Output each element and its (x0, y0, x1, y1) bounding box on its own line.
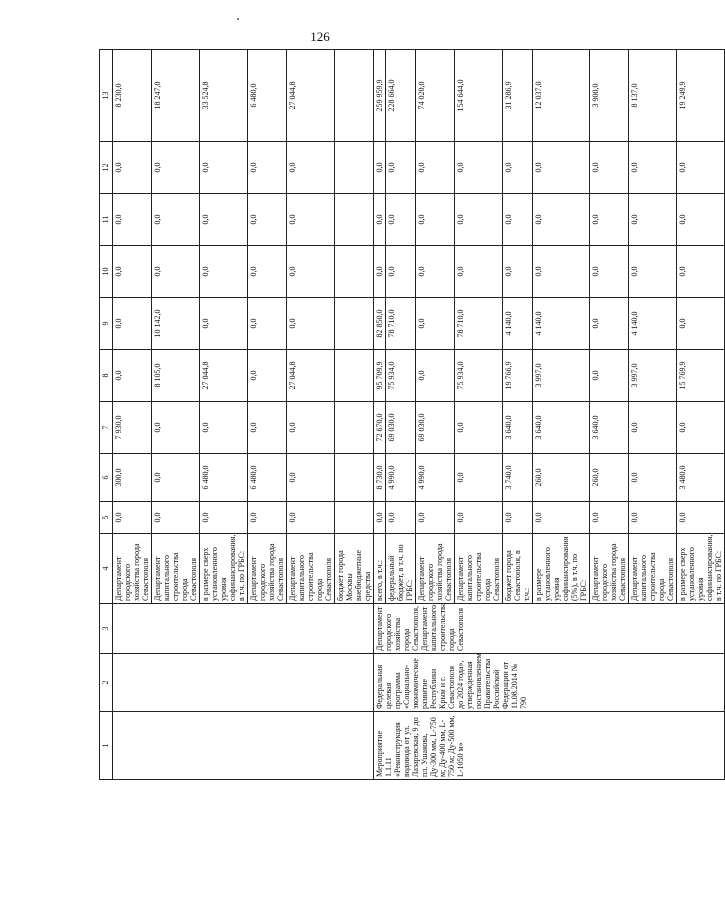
amount-cell-c7: 0,0 (677, 402, 725, 454)
funding-source-label: Департамент городского хозяйства города Севастополя (416, 534, 455, 604)
amount-cell-c13: 12 037,0 (533, 50, 590, 142)
amount-cell-c5: 0,0 (200, 502, 248, 534)
amount-cell-c6: 0,0 (455, 454, 503, 502)
amount-cell-c13: 228 664,0 (386, 50, 416, 142)
amount-cell-c10: 0,0 (629, 246, 677, 298)
amount-cell-c12: 0,0 (677, 142, 725, 194)
amount-cell-c6: 3 740,0 (503, 454, 533, 502)
amount-cell-c11: 0,0 (590, 194, 629, 246)
amount-cell-c11: 0,0 (200, 194, 248, 246)
amount-cell-c13: 3 900,0 (590, 50, 629, 142)
amount-cell-c13: 8 137,0 (629, 50, 677, 142)
amount-cell-c8: 27 044,8 (287, 350, 335, 402)
amount-cell-c11: 0,0 (386, 194, 416, 246)
amount-cell-c10: 0,0 (248, 246, 287, 298)
column-header-8: 8 (100, 350, 113, 402)
amount-cell-c8: 27 044,8 (200, 350, 248, 402)
amount-cell-c11: 0,0 (416, 194, 455, 246)
speck-mark (237, 18, 239, 20)
amount-cell-c5: 0,0 (677, 502, 725, 534)
amount-cell-c6: 0,0 (287, 454, 335, 502)
amount-cell-c12 (335, 142, 374, 194)
funding-source-label: федеральный бюджет, в т.ч. по ГРБС: (386, 534, 416, 604)
amount-cell-c13 (335, 50, 374, 142)
amount-cell-c11 (335, 194, 374, 246)
amount-cell-c9: 0,0 (200, 298, 248, 350)
column-header-13: 13 (100, 50, 113, 142)
table-body (113, 50, 725, 780)
budget-table (99, 49, 725, 780)
amount-cell-c6: 3 480,0 (677, 454, 725, 502)
amount-cell-c5: 0,0 (113, 502, 152, 534)
amount-cell-c7 (335, 402, 374, 454)
amount-cell-c9: 78 710,0 (455, 298, 503, 350)
amount-cell-c7: 0,0 (248, 402, 287, 454)
amount-cell-c5: 0,0 (455, 502, 503, 534)
amount-cell-c7: 0,0 (152, 402, 200, 454)
amount-cell-c5: 0,0 (503, 502, 533, 534)
amount-cell-c10: 0,0 (503, 246, 533, 298)
column-header-3: 3 (100, 604, 113, 654)
continuation-blank-cell (113, 604, 374, 654)
amount-cell-c9 (335, 298, 374, 350)
funding-source-label: Департамент капитального строительства города Севастополя (629, 534, 677, 604)
amount-cell-c9: 0,0 (677, 298, 725, 350)
amount-cell-c8: 3 997,0 (629, 350, 677, 402)
amount-cell-c11: 0,0 (113, 194, 152, 246)
rotated-table-frame (99, 50, 723, 780)
amount-cell-c7: 72 670,0 (374, 402, 386, 454)
amount-cell-c11: 0,0 (533, 194, 590, 246)
funding-source-label: Департамент капитального строительства города Севастополя (287, 534, 335, 604)
funding-source-label: бюджет города Москвы внебюджетные средства (335, 534, 374, 604)
funding-source-label: Департамент городского хозяйства города Севастополя (113, 534, 152, 604)
column-header-1: 1 (100, 712, 113, 780)
amount-cell-c10 (335, 246, 374, 298)
column-header-11: 11 (100, 194, 113, 246)
amount-cell-c9: 0,0 (287, 298, 335, 350)
column-header-6: 6 (100, 454, 113, 502)
amount-cell-c7: 69 030,0 (386, 402, 416, 454)
amount-cell-c6: 4 990,0 (416, 454, 455, 502)
amount-cell-c5: 0,0 (416, 502, 455, 534)
column-header-12: 12 (100, 142, 113, 194)
amount-cell-c13: 33 524,8 (200, 50, 248, 142)
amount-cell-c7: 0,0 (629, 402, 677, 454)
amount-cell-c11: 0,0 (152, 194, 200, 246)
amount-cell-c13: 19 249,9 (677, 50, 725, 142)
amount-cell-c6: 6 480,0 (248, 454, 287, 502)
amount-cell-c8: 75 934,0 (455, 350, 503, 402)
amount-cell-c9: 4 140,0 (629, 298, 677, 350)
table-row (113, 50, 152, 780)
amount-cell-c8: 0,0 (416, 350, 455, 402)
funding-source-label: в размере установленного уровня софинансирования (5%), в т.ч. по ГРБС: (533, 534, 590, 604)
amount-cell-c8: 95 709,9 (374, 350, 386, 402)
amount-cell-c5: 0,0 (533, 502, 590, 534)
amount-cell-c6: 260,0 (590, 454, 629, 502)
amount-cell-c11: 0,0 (503, 194, 533, 246)
amount-cell-c6: 0,0 (629, 454, 677, 502)
amount-cell-c5: 0,0 (386, 502, 416, 534)
measure-executor: Департамент городского хозяйства города Севастополя, Департамент капитального строительства города Севастополя (374, 604, 725, 654)
column-header-2: 2 (100, 654, 113, 712)
column-header-10: 10 (100, 246, 113, 298)
amount-cell-c12: 0,0 (152, 142, 200, 194)
funding-source-label: в размере сверх установленного уровня софинансирования, в т.ч. по ГРБС: (677, 534, 725, 604)
amount-cell-c13: 6 480,0 (248, 50, 287, 142)
amount-cell-c11: 0,0 (677, 194, 725, 246)
continuation-blank-cell (113, 712, 374, 780)
amount-cell-c13: 27 044,8 (287, 50, 335, 142)
amount-cell-c10: 0,0 (416, 246, 455, 298)
amount-cell-c5: 0,0 (248, 502, 287, 534)
amount-cell-c13: 154 644,0 (455, 50, 503, 142)
amount-cell-c11: 0,0 (374, 194, 386, 246)
funding-source-label: Департамент капитального строительства города Севастополя (152, 534, 200, 604)
measure-name: Мероприятие 1.1.11 «Реконструкция водовода от ул. Лазаревская, 9 до пл. Ушакова, Ду-300 мм, L-750 м; Ду-400 мм, L-750 м; Ду-500 мм, L-1050 м» (374, 712, 725, 780)
amount-cell-c7: 0,0 (287, 402, 335, 454)
amount-cell-c6: 260,0 (533, 454, 590, 502)
amount-cell-c11: 0,0 (287, 194, 335, 246)
amount-cell-c8: 8 105,0 (152, 350, 200, 402)
amount-cell-c12: 0,0 (248, 142, 287, 194)
amount-cell-c10: 0,0 (455, 246, 503, 298)
amount-cell-c8: 0,0 (113, 350, 152, 402)
amount-cell-c9: 4 140,0 (533, 298, 590, 350)
column-header-9: 9 (100, 298, 113, 350)
column-header-row (100, 50, 113, 780)
amount-cell-c7: 3 640,0 (590, 402, 629, 454)
amount-cell-c13: 259 959,9 (374, 50, 386, 142)
amount-cell-c12: 0,0 (386, 142, 416, 194)
measure-basis: Федеральная целевая программа «Социально-экономическое развитие Республики Крым и г. Севастополя до 2024 года», утвержденная постановлением Правительства Российской Федерации от 11.08.2014 № 790 (374, 654, 725, 712)
amount-cell-c6: 300,0 (113, 454, 152, 502)
amount-cell-c6: 4 990,0 (386, 454, 416, 502)
amount-cell-c5: 0,0 (152, 502, 200, 534)
amount-cell-c13: 31 286,9 (503, 50, 533, 142)
amount-cell-c9: 0,0 (416, 298, 455, 350)
amount-cell-c7: 0,0 (200, 402, 248, 454)
amount-cell-c12: 0,0 (113, 142, 152, 194)
amount-cell-c10: 0,0 (200, 246, 248, 298)
amount-cell-c12: 0,0 (416, 142, 455, 194)
amount-cell-c9: 0,0 (248, 298, 287, 350)
continuation-blank-cell (113, 654, 374, 712)
amount-cell-c11: 0,0 (455, 194, 503, 246)
amount-cell-c8: 0,0 (590, 350, 629, 402)
amount-cell-c7: 7 930,0 (113, 402, 152, 454)
amount-cell-c8: 15 769,9 (677, 350, 725, 402)
amount-cell-c6 (335, 454, 374, 502)
amount-cell-c11: 0,0 (629, 194, 677, 246)
amount-cell-c10: 0,0 (677, 246, 725, 298)
amount-cell-c5: 0,0 (287, 502, 335, 534)
amount-cell-c12: 0,0 (200, 142, 248, 194)
table-row (374, 50, 386, 780)
amount-cell-c13: 8 230,0 (113, 50, 152, 142)
amount-cell-c13: 74 020,0 (416, 50, 455, 142)
amount-cell-c7: 69 030,0 (416, 402, 455, 454)
amount-cell-c9: 4 140,0 (503, 298, 533, 350)
amount-cell-c9: 82 850,0 (374, 298, 386, 350)
amount-cell-c7: 0,0 (455, 402, 503, 454)
amount-cell-c10: 0,0 (590, 246, 629, 298)
funding-source-label: бюджет города Севастополя, в т.ч.: (503, 534, 533, 604)
amount-cell-c6: 0,0 (152, 454, 200, 502)
amount-cell-c6: 8 730,0 (374, 454, 386, 502)
amount-cell-c12: 0,0 (374, 142, 386, 194)
funding-source-label: Департамент городского хозяйства города Севастополя (590, 534, 629, 604)
amount-cell-c8: 75 934,0 (386, 350, 416, 402)
amount-cell-c10: 0,0 (152, 246, 200, 298)
amount-cell-c10: 0,0 (533, 246, 590, 298)
amount-cell-c10: 0,0 (113, 246, 152, 298)
funding-source-label: Департамент городского хозяйства города Севастополя (248, 534, 287, 604)
amount-cell-c9: 0,0 (113, 298, 152, 350)
funding-source-label: в размере сверх установленного уровня софинансирования, в т.ч. по ГРБС: (200, 534, 248, 604)
amount-cell-c8: 0,0 (248, 350, 287, 402)
amount-cell-c13: 18 247,0 (152, 50, 200, 142)
amount-cell-c7: 3 640,0 (533, 402, 590, 454)
amount-cell-c6: 6 480,0 (200, 454, 248, 502)
column-header-7: 7 (100, 402, 113, 454)
amount-cell-c5: 0,0 (590, 502, 629, 534)
amount-cell-c10: 0,0 (287, 246, 335, 298)
amount-cell-c12: 0,0 (503, 142, 533, 194)
funding-source-label: Департамент капитального строительства города Севастополя (455, 534, 503, 604)
amount-cell-c12: 0,0 (287, 142, 335, 194)
amount-cell-c8 (335, 350, 374, 402)
amount-cell-c8: 3 997,0 (533, 350, 590, 402)
amount-cell-c5: 0,0 (629, 502, 677, 534)
column-header-5: 5 (100, 502, 113, 534)
page-number: 126 (310, 29, 330, 44)
amount-cell-c9: 78 710,0 (386, 298, 416, 350)
column-header-4: 4 (100, 534, 113, 604)
amount-cell-c12: 0,0 (629, 142, 677, 194)
amount-cell-c5 (335, 502, 374, 534)
funding-source-label: всего, в т.ч.: (374, 534, 386, 604)
amount-cell-c10: 0,0 (386, 246, 416, 298)
amount-cell-c12: 0,0 (590, 142, 629, 194)
amount-cell-c7: 3 640,0 (503, 402, 533, 454)
amount-cell-c8: 19 766,9 (503, 350, 533, 402)
amount-cell-c9: 10 142,0 (152, 298, 200, 350)
amount-cell-c9: 0,0 (590, 298, 629, 350)
amount-cell-c5: 0,0 (374, 502, 386, 534)
amount-cell-c12: 0,0 (533, 142, 590, 194)
amount-cell-c11: 0,0 (248, 194, 287, 246)
amount-cell-c10: 0,0 (374, 246, 386, 298)
amount-cell-c12: 0,0 (455, 142, 503, 194)
